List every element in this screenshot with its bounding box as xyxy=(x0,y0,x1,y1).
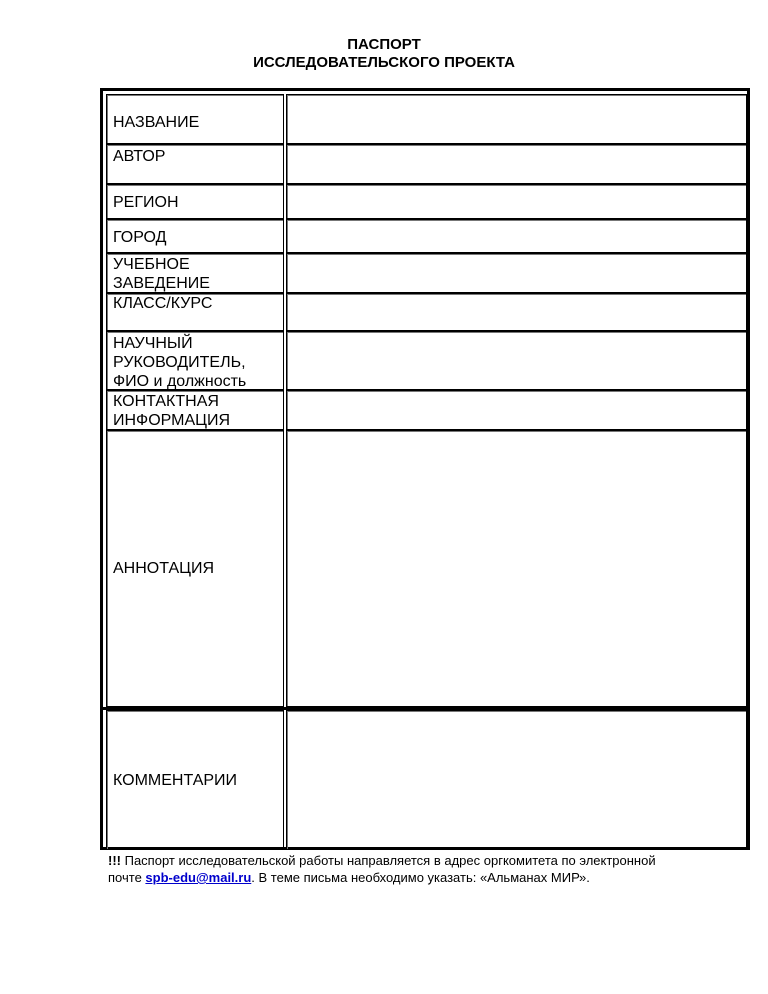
contact-label-cell xyxy=(106,390,284,430)
document-title: ПАСПОРТ xyxy=(347,36,421,53)
submission-note xyxy=(108,852,748,886)
row-institution xyxy=(106,253,745,293)
institution-label-line2: ЗАВЕДЕНИЕ xyxy=(113,275,210,292)
row-supervisor xyxy=(106,331,745,390)
city-label-cell xyxy=(106,219,284,253)
author-field[interactable] xyxy=(286,144,747,184)
name-field[interactable] xyxy=(286,94,747,144)
contact-label-line2: ИНФОРМАЦИЯ xyxy=(113,412,231,429)
supervisor-label-cell xyxy=(106,331,284,390)
row-city xyxy=(106,219,745,253)
grade-label: КЛАСС/КУРС xyxy=(113,295,213,312)
comments-label-cell xyxy=(106,710,284,850)
supervisor-field[interactable] xyxy=(286,331,747,390)
row-comments xyxy=(106,710,745,850)
city-field[interactable] xyxy=(286,219,747,253)
supervisor-label-line1: НАУЧНЫЙ xyxy=(113,335,193,352)
row-name xyxy=(106,94,745,144)
note-text-prefix: почте xyxy=(108,870,146,885)
institution-field[interactable] xyxy=(286,253,747,293)
supervisor-label-line2: РУКОВОДИТЕЛЬ, xyxy=(113,354,246,371)
row-contact xyxy=(106,390,745,430)
author-label-cell xyxy=(106,144,284,184)
row-grade xyxy=(106,293,745,331)
row-abstract xyxy=(106,430,745,707)
region-label-cell xyxy=(106,184,284,219)
passport-form-table xyxy=(100,88,750,850)
contact-field[interactable] xyxy=(286,390,747,430)
grade-label-cell xyxy=(106,293,284,331)
grade-field[interactable] xyxy=(286,293,747,331)
institution-label-cell xyxy=(106,253,284,293)
row-region xyxy=(106,184,745,219)
region-field[interactable] xyxy=(286,184,747,219)
abstract-label: АННОТАЦИЯ xyxy=(113,560,215,577)
name-label: НАЗВАНИЕ xyxy=(113,114,200,131)
institution-label-line1: УЧЕБНОЕ xyxy=(113,256,190,273)
note-text-line1: Паспорт исследовательской работы направляется в адрес оргкомитета по электронной xyxy=(121,853,656,868)
comments-field[interactable] xyxy=(286,710,747,850)
contact-label-line1: КОНТАКТНАЯ xyxy=(113,393,219,410)
name-label-cell xyxy=(106,94,284,144)
email-link[interactable]: spb-edu@mail.ru xyxy=(145,870,252,885)
abstract-field[interactable] xyxy=(286,430,747,707)
abstract-label-cell xyxy=(106,430,284,707)
supervisor-label-line3: ФИО и должность xyxy=(113,373,247,390)
document-subtitle: ИССЛЕДОВАТЕЛЬСКОГО ПРОЕКТА xyxy=(253,54,515,71)
author-label: АВТОР xyxy=(113,148,166,165)
region-label: РЕГИОН xyxy=(113,194,179,211)
row-author xyxy=(106,144,745,184)
city-label: ГОРОД xyxy=(113,229,167,246)
comments-label: КОММЕНТАРИИ xyxy=(113,772,238,789)
note-marker: !!! xyxy=(108,853,121,868)
note-text-suffix: . В теме письма необходимо указать: «Альманах МИР». xyxy=(251,870,590,885)
